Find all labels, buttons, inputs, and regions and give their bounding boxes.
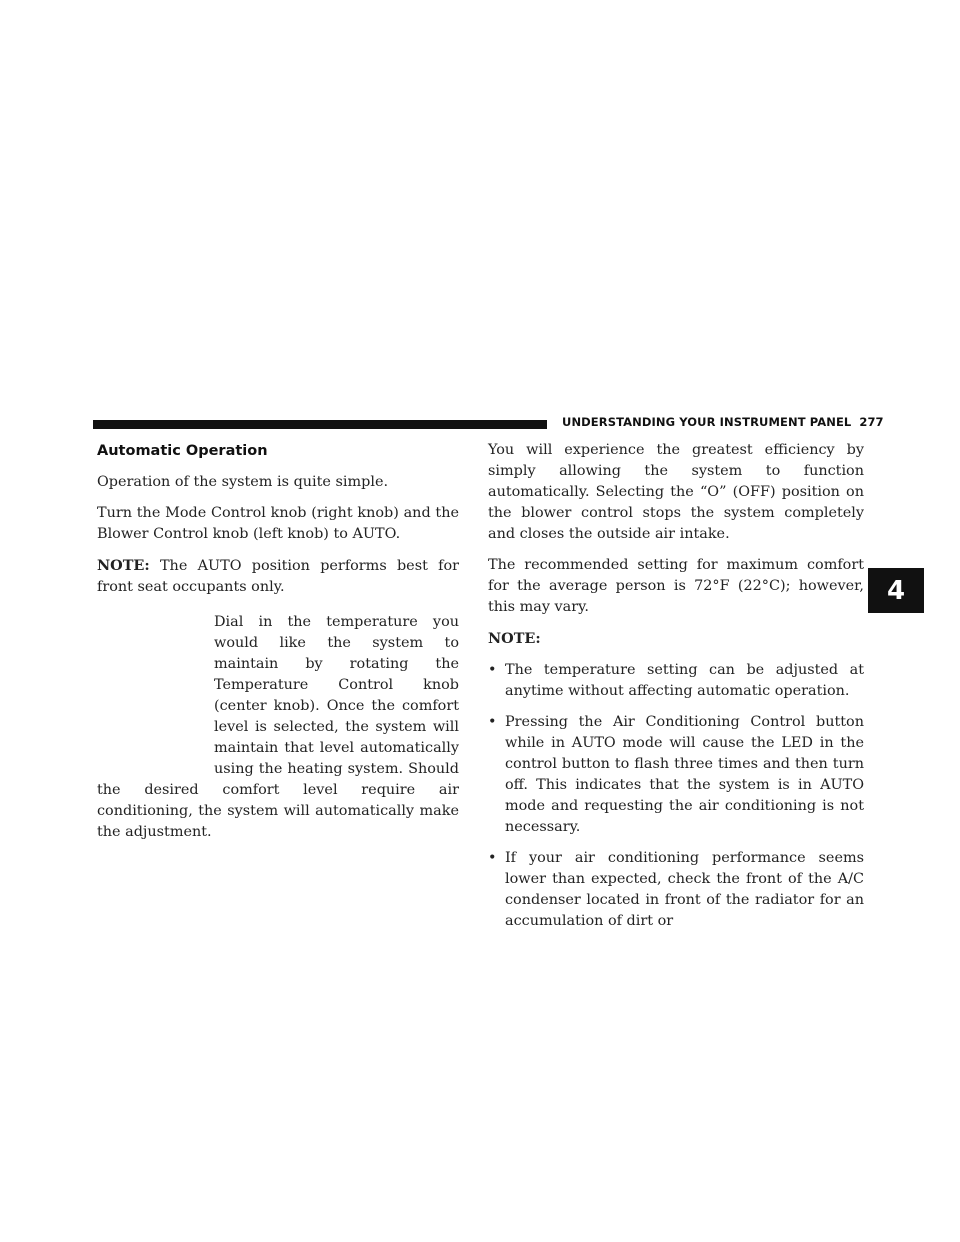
page-number: 277 (859, 415, 884, 429)
bullet-glyph: • (488, 662, 497, 678)
paragraph: You will experience the greatest efficiency by simply allowing the system to function automatically. Selecting the “O” (OFF) position on the blower control stops the system completely and closes the outside air intake. (488, 442, 864, 542)
note-label: NOTE: (488, 630, 541, 647)
section-heading: Automatic Operation (97, 443, 268, 459)
note-heading (488, 628, 864, 650)
paragraph: Operation of the system is quite simple. (97, 474, 389, 490)
paragraph: Turn the Mode Control knob (right knob) and the Blower Control knob (left knob) to AUTO. (97, 505, 459, 542)
note-paragraph (97, 555, 459, 598)
right-column (488, 440, 864, 942)
list-item-text: Pressing the Air Conditioning Control button while in AUTO mode will cause the LED in the control button to flash three times and then turn off. This indicates that the system is in AUTO mode and requesting the air conditioning is not necessary. (505, 714, 864, 835)
note-bullet-list (488, 660, 864, 932)
bullet-glyph: • (488, 714, 497, 730)
wrapped-paragraph-text: Dial in the temperature you would like the system to maintain by rotating the Temperature Control knob (center knob). Once the comfort level is selected, the system will maintain that level automatically using the heating system. Should the desired comfort level require air conditioning, the system will automatically make the adjustment. (97, 614, 459, 840)
list-item (488, 848, 864, 932)
list-item (488, 712, 864, 838)
header-rule (93, 420, 547, 429)
wrapped-paragraph (97, 612, 459, 843)
paragraph: The recommended setting for maximum comfort for the average person is 72°F (22°C); however, this may vary. (488, 557, 864, 615)
left-column (97, 440, 459, 843)
bullet-glyph: • (488, 850, 497, 866)
note-text: The AUTO position performs best for front seat occupants only. (97, 558, 459, 595)
chapter-tab: 4 (868, 568, 924, 613)
list-item (488, 660, 864, 702)
section-title: UNDERSTANDING YOUR INSTRUMENT PANEL (562, 415, 852, 429)
running-header (562, 415, 884, 429)
list-item-text: If your air conditioning performance seems lower than expected, check the front of the A/C condenser located in front of the radiator for an accumulation of dirt or (505, 850, 864, 929)
figure-placeholder (97, 612, 214, 762)
note-label: NOTE: (97, 557, 150, 574)
list-item-text: The temperature setting can be adjusted at anytime without affecting automatic operation. (505, 662, 864, 699)
